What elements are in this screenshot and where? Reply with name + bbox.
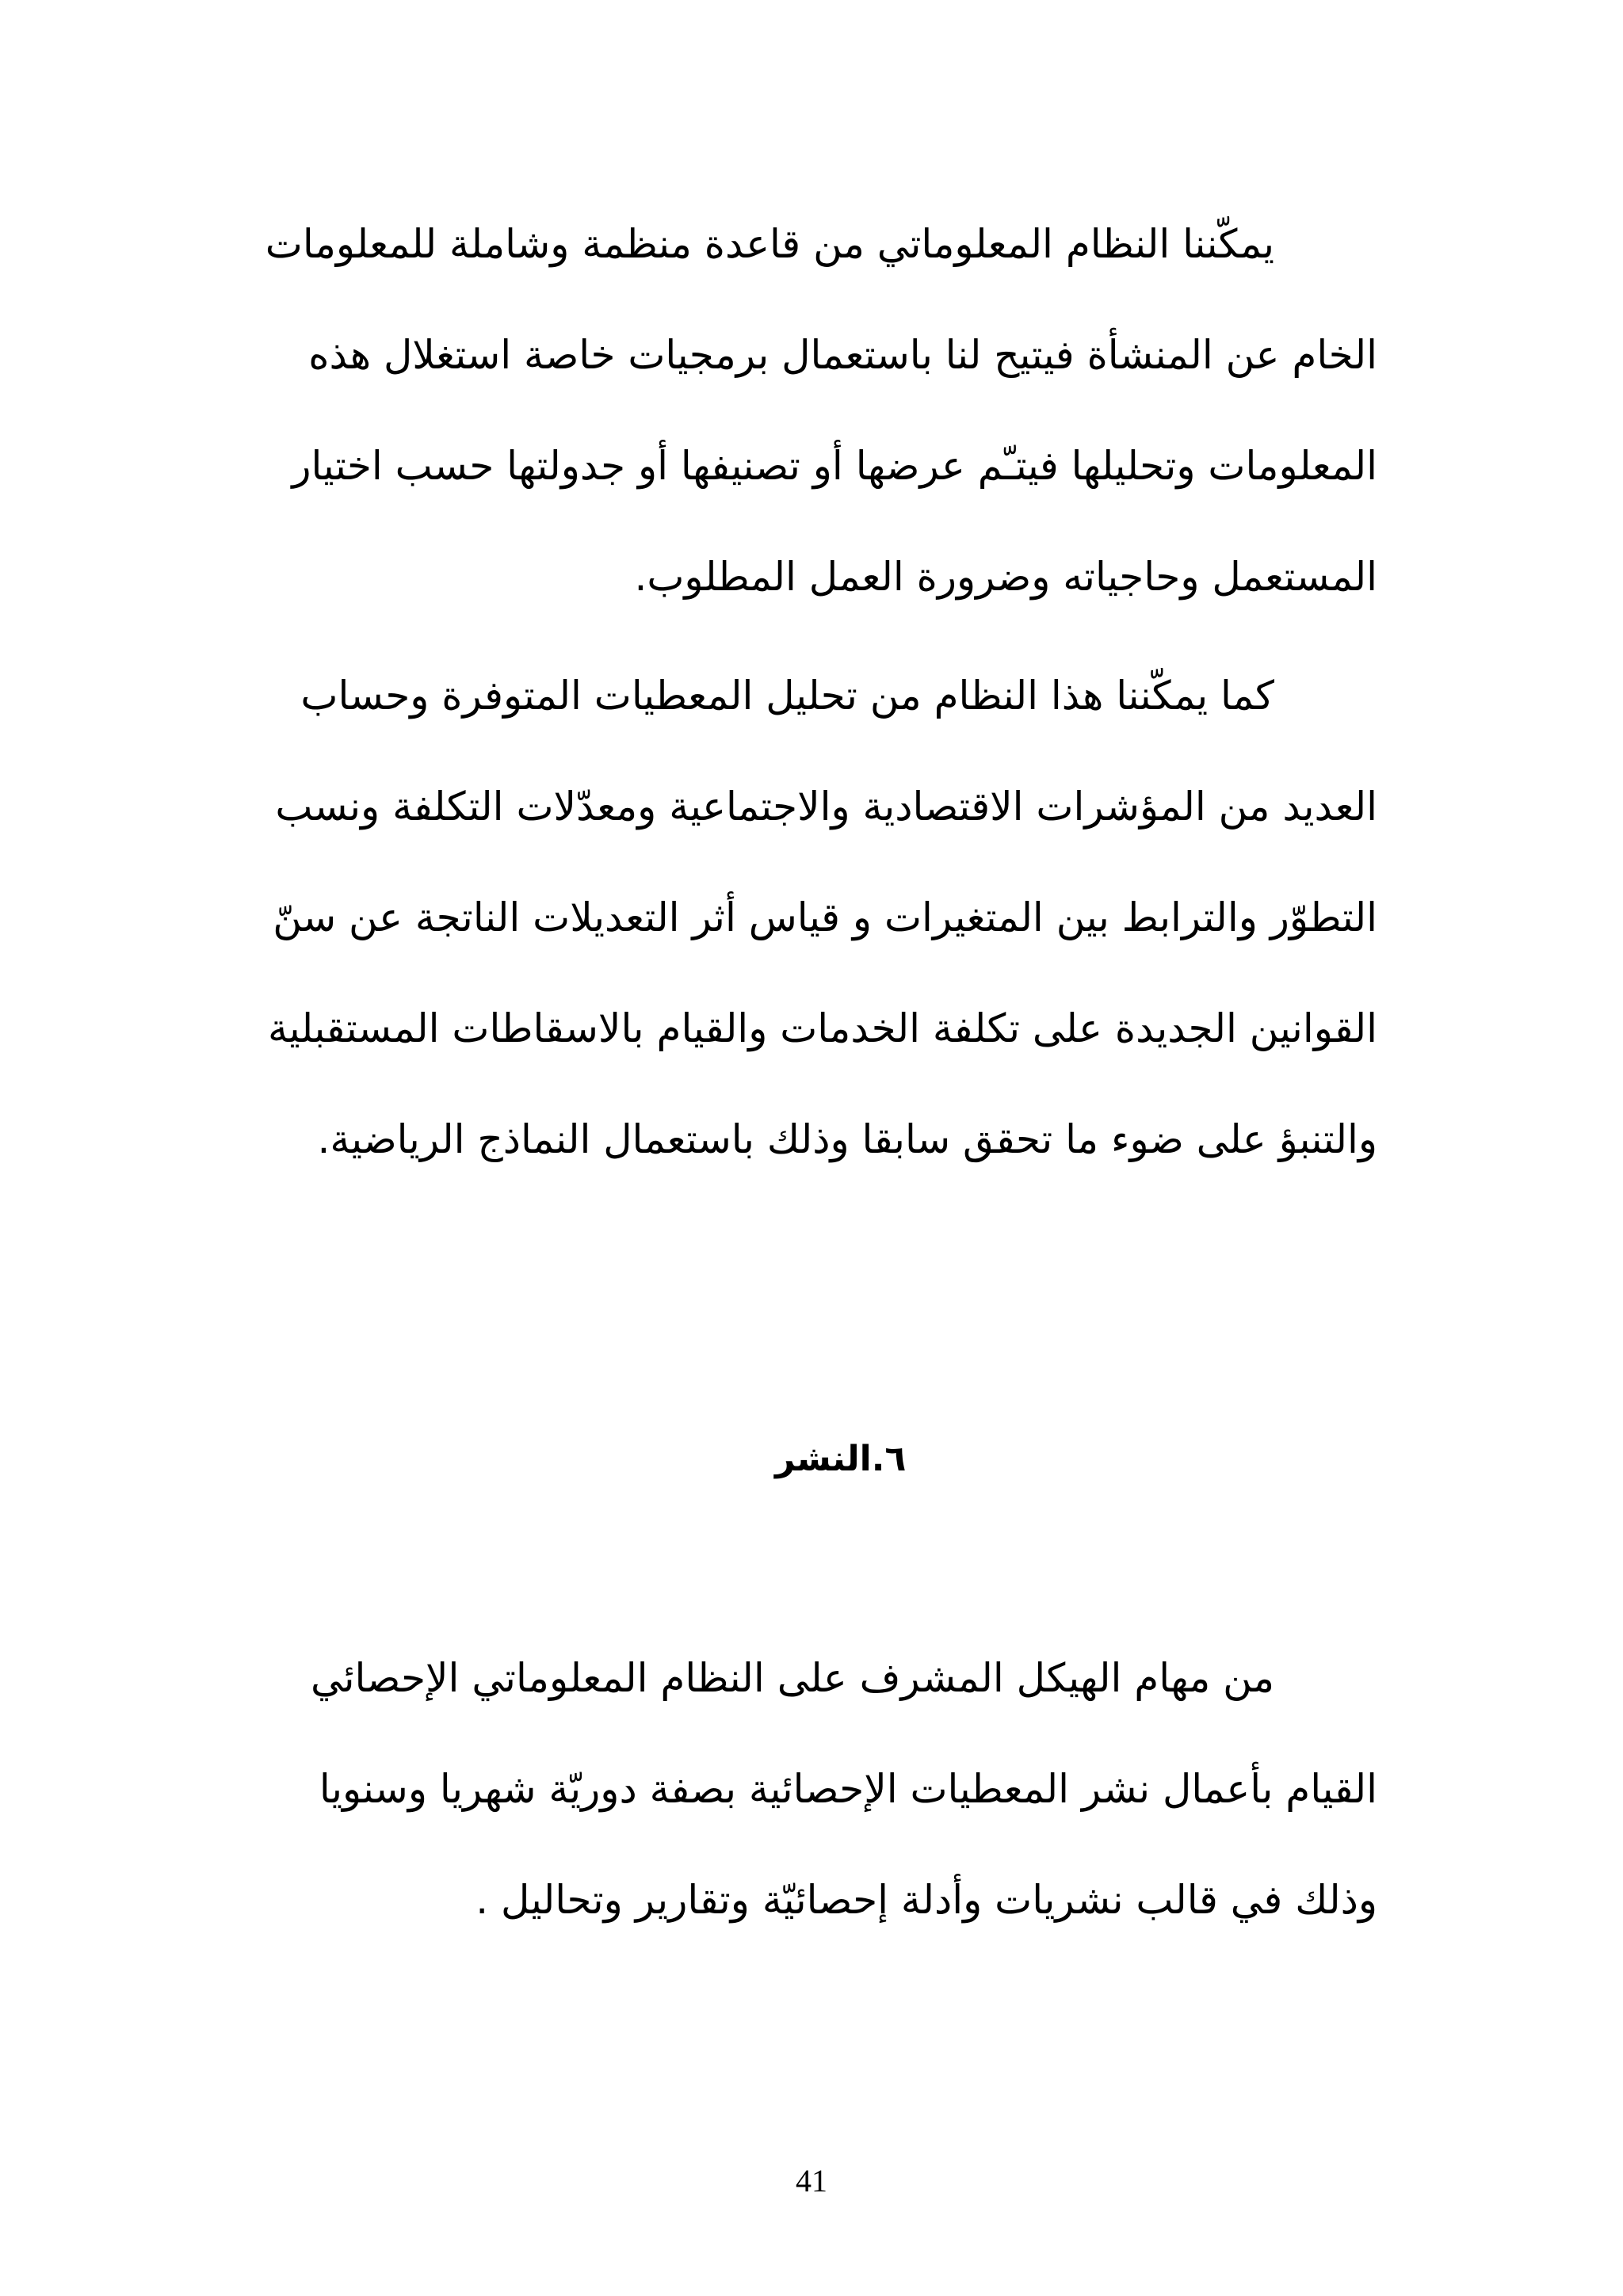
text-line: وذلك في قالب نشريات وأدلة إحصائيّة وتقارير وتحاليل . bbox=[475, 1877, 1377, 1923]
text-line: والتنبؤ على ضوء ما تحقق سابقا وذلك باستعمال النماذج الرياضية. bbox=[317, 1116, 1377, 1162]
text-line: يمكّننا النظام المعلوماتي من قاعدة منظمة وشاملة للمعلومات bbox=[265, 221, 1274, 267]
section-heading: ٦.النشر bbox=[775, 1439, 907, 1479]
text-line: العديد من المؤشرات الاقتصادية والاجتماعية ومعدّلات التكلفة ونسب bbox=[275, 784, 1377, 830]
text-line: القيام بأعمال نشر المعطيات الإحصائية بصفة دوريّة شهريا وسنويا bbox=[319, 1766, 1377, 1812]
page-number: 41 bbox=[796, 2163, 827, 2199]
text-line: كما يمكّننا هذا النظام من تحليل المعطيات المتوفرة وحساب bbox=[300, 673, 1274, 719]
text-line: التطوّر والترابط بين المتغيرات و قياس أثر التعديلات الناتجة عن سنّ bbox=[273, 894, 1377, 940]
text-line: من مهام الهيكل المشرف على النظام المعلوماتي الإحصائي bbox=[310, 1655, 1274, 1701]
text-line: الخام عن المنشأة فيتيح لنا باستعمال برمجيات خاصة استغلال هذه bbox=[308, 332, 1377, 378]
text-line: المعلومات وتحليلها فيتـّم عرضها أو تصنيفها أو جدولتها حسب اختيار bbox=[292, 443, 1377, 489]
text-line: القوانين الجديدة على تكلفة الخدمات والقيام بالاسقاطات المستقبلية bbox=[267, 1005, 1377, 1051]
text-line: المستعمل وحاجياته وضرورة العمل المطلوب. bbox=[634, 554, 1377, 600]
